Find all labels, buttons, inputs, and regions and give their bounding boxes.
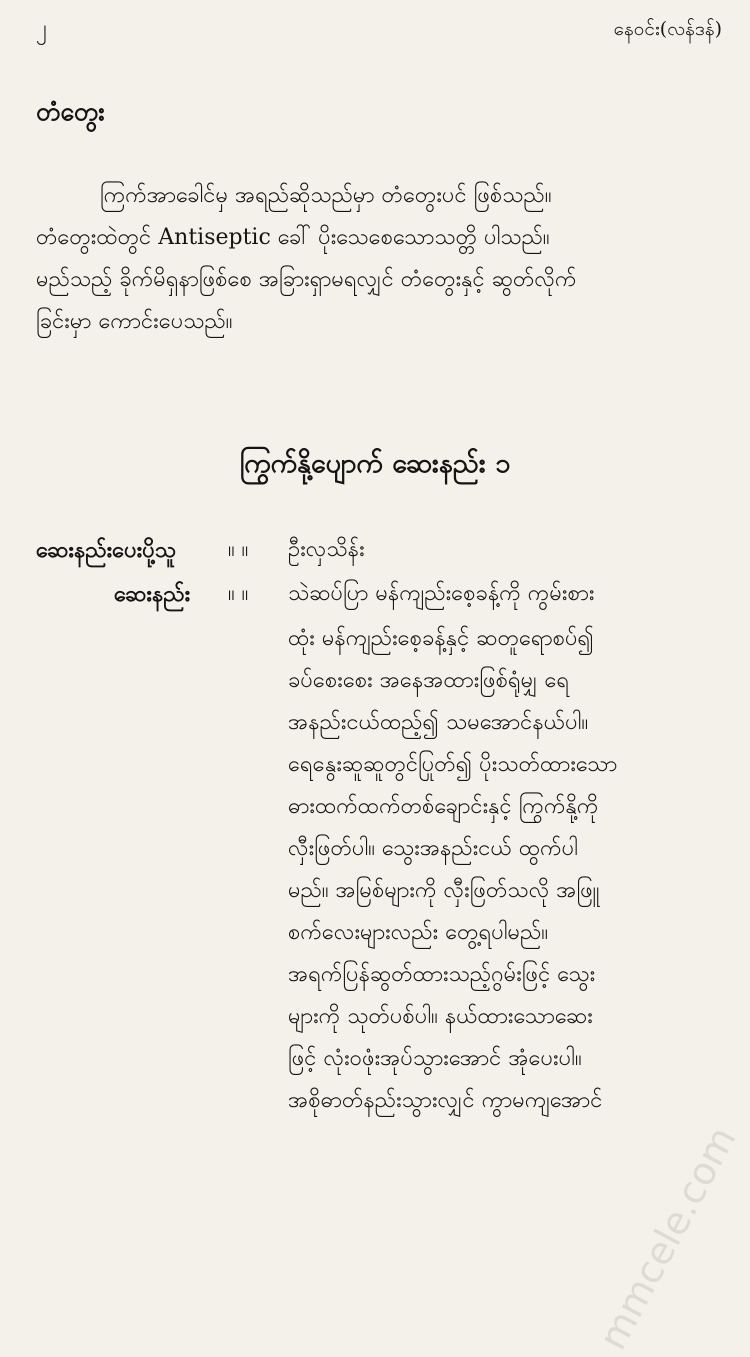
method-first-line: သဲဆပ်ပြာ မန်ကျည်းစေ့ခန့်ကို ကွမ်းစား — [288, 581, 595, 606]
paragraph-line: ကြက်အာခေါင်မှ အရည်ဆိုသည်မှာ တံတွေးပင် ဖြစ်သည်။ — [100, 183, 552, 208]
method-line: စက်လေးများလည်း တွေ့ရပါမည်။ — [288, 920, 549, 945]
method-line: များကို သုတ်ပစ်ပါ။ နယ်ထားသောဆေး — [288, 1004, 593, 1029]
method-row — [0, 574, 750, 614]
paragraph-line: မည်သည့် ခိုက်မိရှနာဖြစ်စေ အခြားရှာမရလျှင် တံတွေးနှင့် ဆွတ်လိုက် — [36, 267, 577, 292]
method-line: ရေနွေးဆူဆူတွင်ပြုတ်၍ ပိုးသတ်ထားသော — [288, 752, 618, 777]
method-line: ဓားထက်ထက်တစ်ချောင်းနှင့် ကြွက်နို့ကို — [288, 794, 599, 819]
method-body — [288, 618, 726, 1122]
section-paragraph — [36, 175, 726, 343]
recipe-title: ကြွက်နို့ပျောက် ဆေးနည်း ၁ — [239, 448, 511, 479]
running-header: နေဝင်း(လန်ဒန်) — [613, 18, 722, 40]
method-line: ဖြင့် လုံးဝဖုံးအုပ်သွားအောင် အုံပေးပါ။ — [288, 1046, 582, 1071]
method-label: ဆေးနည်း — [114, 581, 191, 607]
watermark: mmcele.com — [589, 1119, 744, 1357]
paragraph-line: တံတွေးထဲတွင် Antiseptic ခေါ် ပိုးသေစေသောသတ္တိ ပါသည်။ — [36, 225, 550, 250]
contributor-separator: ။ ။ — [228, 537, 249, 562]
contributor-label: ဆေးနည်းပေးပို့သူ — [36, 537, 177, 563]
page-number: ၂ — [36, 16, 47, 41]
method-line: ထုံး မန်ကျည်းစေ့ခန့်နှင့် ဆတူရောစပ်၍ — [288, 626, 595, 651]
method-line: လှီးဖြတ်ပါ။ သွေးအနည်းငယ် ထွက်ပါ — [288, 836, 578, 861]
paragraph-line: ခြင်းမှာ ကောင်းပေသည်။ — [36, 309, 233, 334]
method-line: ခပ်စေးစေး အနေအထားဖြစ်ရုံမျှ ရေ — [288, 668, 570, 693]
method-line: မည်။ အမြစ်များကို လှီးဖြတ်သလို အဖြူ — [288, 878, 600, 903]
section-heading: တံတွေး — [36, 97, 105, 126]
method-line: အနည်းငယ်ထည့်၍ သမအောင်နယ်ပါ။ — [288, 710, 589, 735]
contributor-value: ဦးလှသိန်း — [288, 537, 365, 562]
contributor-row — [0, 530, 750, 570]
method-line: အစိုဓာတ်နည်းသွားလျှင် ကွာမကျအောင် — [288, 1088, 603, 1113]
method-line: အရက်ပြန်ဆွတ်ထားသည့်ဂွမ်းဖြင့် သွေး — [288, 962, 596, 987]
method-separator: ။ ။ — [228, 581, 249, 606]
